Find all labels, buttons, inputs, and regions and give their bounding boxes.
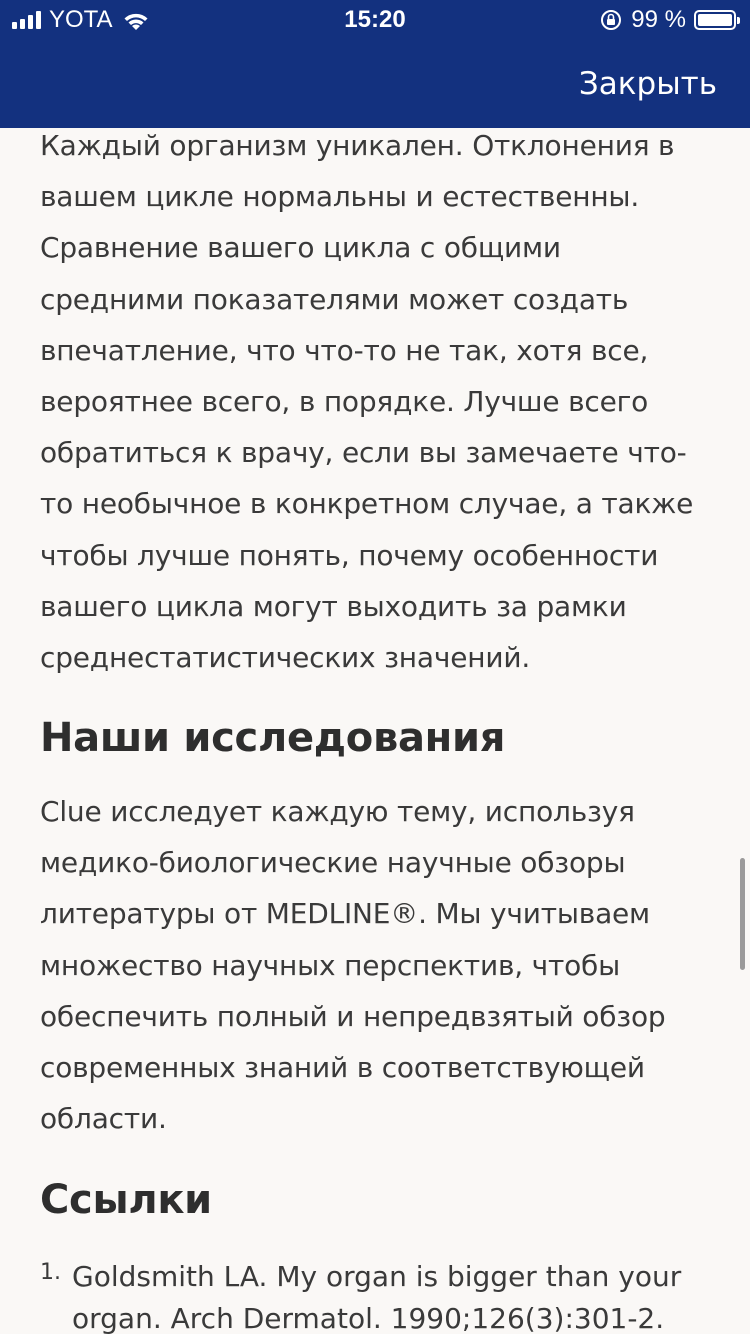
- research-paragraph: Clue исследует каждую тему, используя медико-биологические научные обзоры литературы от MEDLINE®. Мы учитываем множество научных перспектив, чтобы обеспечить полный и непредвзятый обзор современных знаний в соответствующей области.: [40, 795, 666, 1136]
- battery-percent: 99 %: [631, 6, 686, 33]
- research-heading: Наши исследования: [40, 715, 506, 761]
- references-heading: Ссылки: [40, 1177, 212, 1223]
- reference-text: Goldsmith LA. My organ is bigger than your organ. Arch Dermatol. 1990;126(3):301-2.: [72, 1260, 682, 1334]
- close-button[interactable]: Закрыть: [578, 66, 717, 102]
- status-bar: [0, 0, 750, 40]
- reference-item: [40, 1256, 710, 1334]
- carrier-name: YOTA: [49, 6, 113, 33]
- battery-icon: [694, 10, 736, 30]
- status-bar-right: [599, 6, 736, 34]
- top-header: [0, 0, 750, 128]
- scrollbar-indicator[interactable]: [740, 858, 745, 970]
- intro-paragraph: Каждый организм уникален. Отклонения в вашем цикле нормальны и естественны. Сравнение вашего цикла с общими средними показателями может создать впечатление, что что-то не так, хотя все, вероятнее всего, в порядке. Лучше всего обратиться к врачу, если вы замечаете что-то необычное в конкретном случае, а также чтобы лучше понять, почему особенности вашего цикла могут выходить за рамки среднестатистических значений.: [40, 129, 694, 675]
- reference-number: 1.: [40, 1260, 61, 1285]
- status-time: 15:20: [344, 6, 406, 33]
- article-content: [0, 120, 750, 1334]
- orientation-lock-icon: [599, 8, 623, 32]
- references-list: [40, 1256, 710, 1334]
